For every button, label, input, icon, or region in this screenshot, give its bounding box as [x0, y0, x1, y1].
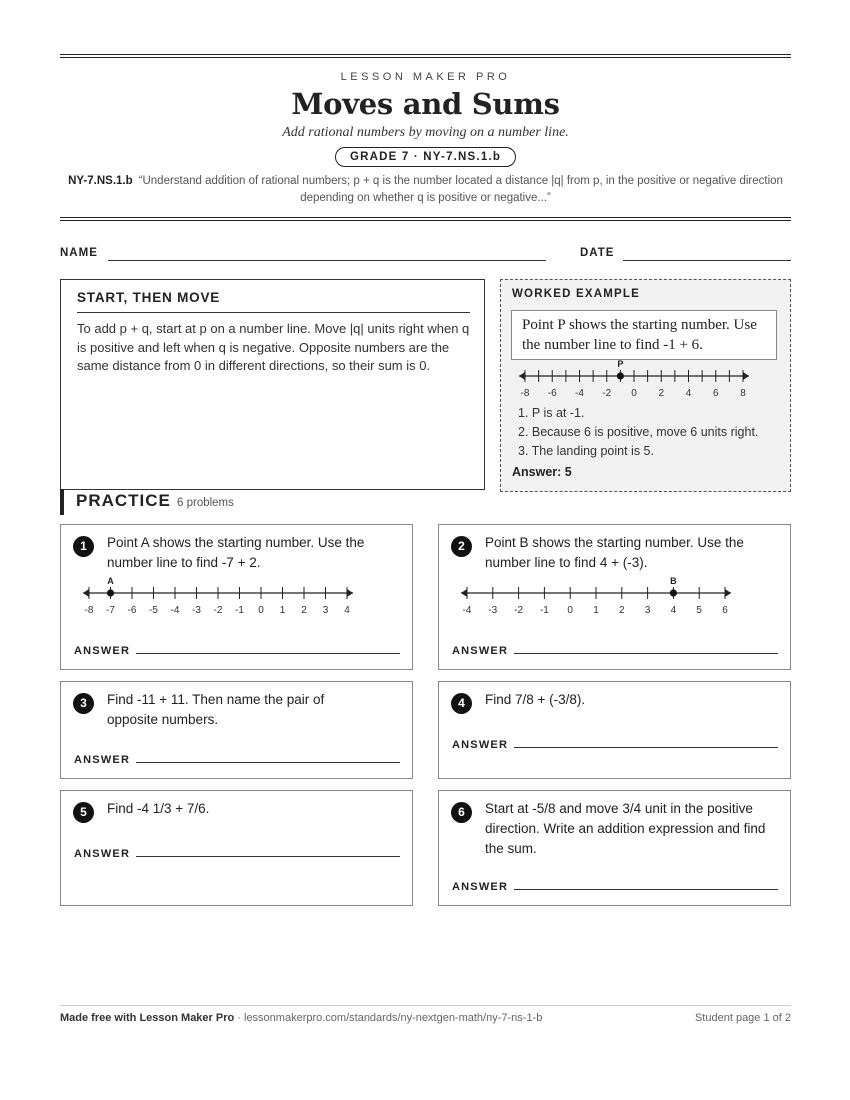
arrow-right-icon: [725, 589, 731, 597]
practice-accent-bar: [60, 489, 64, 515]
tick-label: 0: [258, 605, 264, 616]
problem-text: Find -4 1/3 + 7/6.: [107, 801, 210, 816]
tick-label: 2: [619, 605, 625, 616]
tick-label: 6: [722, 605, 728, 616]
point-label: A: [107, 577, 114, 586]
brand-label: LESSON MAKER PRO: [340, 71, 511, 83]
problem-2-number-line: [451, 577, 741, 621]
arrow-left-icon: [83, 589, 89, 597]
tick-label: -2: [213, 605, 223, 616]
tick-label: 1: [279, 605, 286, 616]
tick-label: -3: [488, 605, 498, 616]
problem-text: Point A shows the starting number. Use the number line to find -7 + 2.: [107, 535, 365, 570]
tick-label: 5: [696, 605, 702, 616]
answer-line[interactable]: [514, 889, 778, 890]
answer-line[interactable]: [136, 856, 400, 857]
tick-label: -2: [514, 605, 524, 616]
date-label: DATE: [580, 247, 615, 259]
worked-step: 2. Because 6 is positive, move 6 units right.: [518, 425, 759, 439]
problem-number-badge: 5: [73, 802, 94, 823]
tick-label: 4: [344, 605, 350, 616]
footer-rule: [60, 1005, 791, 1006]
page-subtitle: Add rational numbers by moving on a number line.: [282, 125, 569, 140]
concept-body: To add p + q, start at p on a number line. Move |q| units right when q is positive and left when q is negative. Opposite numbers are the same distance from 0 in different directions, so their sum is 0.: [77, 321, 470, 373]
problem-number-badge: 3: [73, 693, 94, 714]
tick-label: -2: [602, 388, 612, 399]
footer-page-number: Student page 1 of 2: [694, 1012, 791, 1024]
tick-label: -4: [462, 605, 472, 616]
tick-label: -1: [539, 605, 549, 616]
answer-label: ANSWER: [452, 881, 509, 893]
problem-text: Find 7/8 + (-3/8).: [485, 692, 586, 707]
arrow-left-icon: [461, 589, 467, 597]
problem-number-badge: 2: [451, 536, 472, 557]
practice-layer: [60, 0, 791, 1100]
tick-label: 3: [644, 605, 651, 616]
footer-made-with: Made free with Lesson Maker Pro: [60, 1012, 235, 1024]
problem-card-1: [60, 524, 413, 670]
answer-line[interactable]: [514, 653, 778, 654]
problem-card-3: [60, 681, 413, 779]
start-point-marker: [107, 589, 114, 596]
problem-1-number-line: [73, 577, 363, 621]
answer-line[interactable]: [136, 762, 400, 763]
problem-card-2: [438, 524, 791, 670]
concept-title: START, THEN MOVE: [77, 290, 221, 305]
problem-number-badge: 1: [73, 536, 94, 557]
problem-card-4: [438, 681, 791, 779]
problem-text: Find -11 + 11. Then name the pair of opposite numbers.: [107, 692, 325, 727]
tick-label: -8: [84, 605, 94, 616]
name-label: NAME: [60, 247, 98, 259]
grade-pill: GRADE 7 · NY-7.NS.1.b: [335, 147, 516, 167]
point-label: B: [670, 577, 677, 586]
tick-label: 3: [322, 605, 329, 616]
tick-label: -1: [235, 605, 244, 616]
answer-label: ANSWER: [74, 645, 131, 657]
answer-label: ANSWER: [452, 739, 509, 751]
tick-label: -6: [547, 388, 557, 399]
tick-label: 2: [301, 605, 307, 616]
tick-label: 4: [670, 605, 677, 616]
tick-label: 0: [631, 388, 637, 399]
tick-label: -5: [149, 605, 158, 616]
problem-number-badge: 4: [451, 693, 472, 714]
worked-answer: Answer: 5: [512, 465, 572, 479]
worked-step: 1. P is at -1.: [518, 406, 585, 420]
tick-label: -6: [127, 605, 137, 616]
tick-label: 8: [740, 388, 746, 399]
page-title: Moves and Sums: [291, 87, 560, 121]
footer-credit: [60, 1012, 542, 1024]
problem-card-5: [60, 790, 413, 906]
footer-url[interactable]: · lessonmakerpro.com/standards/ny-nextgen-math/ny-7-ns-1-b: [234, 1012, 543, 1024]
answer-label: ANSWER: [74, 848, 131, 860]
tick-label: -4: [575, 388, 584, 399]
problem-card-6: [438, 790, 791, 906]
answer-label: ANSWER: [74, 754, 131, 766]
answer-line[interactable]: [514, 747, 778, 748]
tick-label: 2: [658, 388, 665, 399]
tick-label: 6: [712, 388, 719, 399]
problem-number-badge: 6: [451, 802, 472, 823]
practice-title: PRACTICE: [76, 491, 171, 510]
tick-label: -7: [106, 605, 115, 616]
practice-count: 6 problems: [177, 497, 234, 509]
tick-label: 1: [593, 605, 599, 616]
tick-label: 4: [685, 388, 692, 399]
worked-example-prompt: Point P shows the starting number. Use the number line to find -1 + 6.: [511, 310, 777, 360]
start-point-marker: [670, 589, 677, 596]
tick-label: -8: [520, 388, 530, 399]
tick-label: -3: [192, 605, 201, 616]
answer-label: ANSWER: [452, 645, 509, 657]
answer-line[interactable]: [136, 653, 400, 654]
point-label: P: [617, 360, 624, 369]
standard-text: “Understand addition of rational numbers; p + q is the number located a distance |q| from p, in the positive or negative direction depending on whether q is positive or negative...”: [138, 175, 783, 204]
problem-text: Point B shows the starting number. Use the number line to find 4 + (-3).: [485, 535, 744, 570]
worked-example-title: WORKED EXAMPLE: [512, 288, 640, 300]
worked-step: 3. The landing point is 5.: [518, 444, 654, 458]
arrow-right-icon: [347, 589, 353, 597]
tick-label: 0: [567, 605, 573, 616]
standard-code: NY-7.NS.1.b: [68, 175, 133, 187]
tick-label: -4: [170, 605, 180, 616]
problem-text: Start at -5/8 and move 3/4 unit in the positive direction. Write an addition expression and find the sum.: [485, 801, 766, 856]
